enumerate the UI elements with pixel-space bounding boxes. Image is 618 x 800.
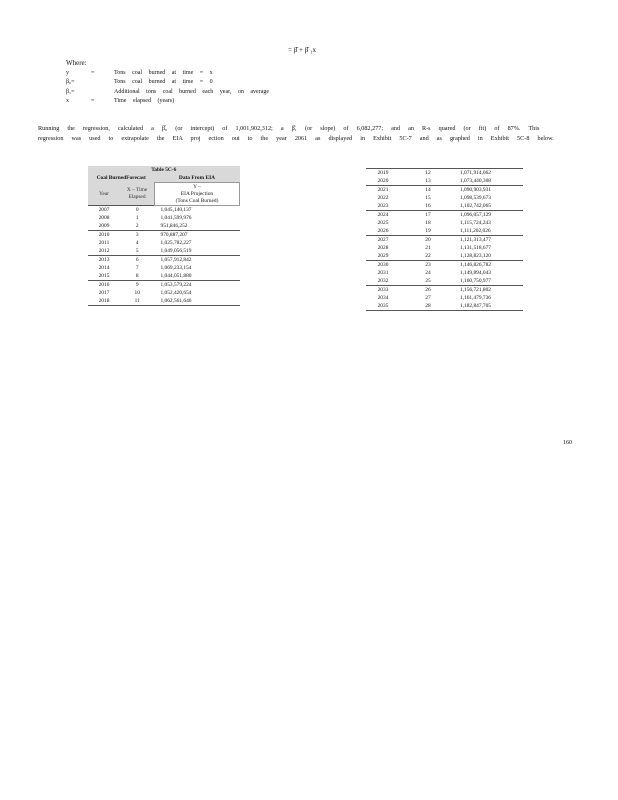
table-row [88, 264, 240, 272]
table-row [88, 239, 240, 247]
table-row [88, 214, 240, 222]
table-row [88, 289, 240, 297]
y-cell: 1,096,057,129 [456, 211, 523, 220]
y-cell: 1,057,912,842 [155, 256, 240, 265]
x-cell: 3 [120, 231, 155, 240]
table-row [88, 297, 240, 306]
x-cell: 4 [135, 240, 139, 246]
table-row [88, 222, 240, 231]
y-header-line: EIA Projection [180, 190, 214, 197]
x-column-header [120, 183, 155, 206]
y-cell: 1,146,826,782 [456, 261, 523, 270]
year-cell: 2033 [366, 286, 400, 295]
x-cell: 18 [425, 220, 431, 226]
y-cell: 1,098,539,673 [460, 195, 491, 201]
year-cell: 2007 [88, 206, 120, 215]
table-row [366, 252, 523, 261]
year-cell: 2009 [98, 223, 110, 229]
table-row [366, 244, 523, 252]
table-row [366, 169, 523, 178]
x-cell: 24 [425, 270, 431, 276]
y-cell: 1,115,724,243 [460, 220, 491, 226]
year-cell: 2023 [377, 203, 389, 209]
definition-symbol: β₁= [66, 88, 75, 95]
y-cell: 1,073,440,308 [460, 178, 491, 184]
year-cell: 2027 [366, 236, 400, 245]
y-column-header [155, 183, 240, 206]
year-cell: 2021 [366, 186, 400, 195]
year-cell: 2019 [366, 169, 400, 178]
table-row [88, 247, 240, 256]
table-row [366, 194, 523, 202]
x-cell: 6 [120, 256, 155, 265]
x-cell: 21 [425, 245, 431, 251]
definition-symbol: x [66, 98, 69, 105]
year-cell: 2026 [377, 228, 389, 234]
x-cell: 12 [400, 169, 456, 178]
table-row [88, 281, 240, 290]
year-cell: 2030 [366, 261, 400, 270]
paragraph-line: Running the regression, calculated a β̂₀ (or intercept) of 1,001,902,312; a β̂₁ (or slope) of 6,082,277; and an R-s quared (or fit) of 87%. This [38, 125, 540, 132]
x-cell: 27 [425, 295, 431, 301]
year-cell: 2012 [98, 248, 110, 254]
x-cell: 28 [400, 302, 456, 311]
x-cell: 9 [120, 281, 155, 290]
table-subtitle-left: Coal BurnedForecast [88, 174, 155, 183]
table-row [88, 231, 240, 240]
x-cell: 8 [135, 273, 139, 279]
y-cell: 1,156,721,802 [456, 286, 523, 295]
year-cell: 2015 [98, 273, 110, 279]
table-row [366, 227, 523, 236]
year-cell: 2017 [98, 290, 110, 296]
paragraph-line: regression was used to extrapolate the EIA proj ection out to the year 2061 as displayed in Exhibit 5C-7 and as graphed in Exhibit 5C-8 below. [38, 135, 554, 142]
x-cell: 1 [135, 215, 139, 221]
year-cell: 2008 [98, 215, 110, 221]
y-cell: 1,025,782,227 [160, 240, 192, 246]
year-column-header: Year [88, 183, 120, 206]
x-header-line: X – Time [126, 186, 148, 193]
regression-paragraph [38, 124, 554, 144]
x-cell: 25 [425, 278, 431, 284]
year-cell: 2031 [377, 270, 389, 276]
year-cell: 2014 [98, 265, 110, 271]
y-cell: 1,090,903,931 [456, 186, 523, 195]
table-row [366, 269, 523, 277]
year-cell: 2025 [377, 220, 389, 226]
table-row [366, 277, 523, 286]
table-title: Table 5C-6 [88, 166, 240, 174]
coal-forecast-table-left [88, 166, 240, 306]
table-row [366, 302, 523, 311]
y-cell: 1,121,313,477 [456, 236, 523, 245]
table-row [366, 219, 523, 227]
year-cell: 2018 [88, 297, 120, 306]
table-row [366, 286, 523, 295]
definition-text: Additional tons coal burned each year, on average [114, 88, 270, 95]
table-row [88, 256, 240, 265]
x-cell: 19 [425, 228, 431, 234]
table-row [366, 186, 523, 195]
where-label: Where: [66, 59, 87, 67]
table-row [366, 202, 523, 211]
y-cell: 1,052,420,654 [160, 290, 192, 296]
y-cell: 1,053,579,224 [155, 281, 240, 290]
table-row [366, 177, 523, 186]
table-row [366, 294, 523, 302]
page-number: 160 [563, 440, 572, 446]
definition-text: Tons coal burned at time = 0 [114, 79, 213, 86]
x-cell: 13 [425, 178, 431, 184]
x-cell: 10 [134, 290, 140, 296]
table-row [366, 261, 523, 270]
y-header-line: (Tons Coal Burned) [175, 197, 219, 204]
year-cell: 2034 [377, 295, 389, 301]
x-cell: 16 [425, 203, 431, 209]
year-cell: 2011 [98, 240, 110, 246]
y-cell: 1,049,056,519 [160, 248, 192, 254]
definition-text: Time elapsed (years) [114, 98, 175, 105]
y-cell: 1,062,561,646 [155, 297, 240, 306]
y-cell: 1,102,742,065 [460, 203, 491, 209]
y-cell: 970,887,207 [155, 231, 240, 240]
y-cell: 1,160,750,977 [460, 278, 491, 284]
definition-symbol: β₀= [66, 79, 75, 86]
x-cell: 17 [400, 211, 456, 220]
y-cell: 951,846,252 [160, 223, 188, 229]
y-cell: 1,069,233,154 [160, 265, 192, 271]
x-cell: 5 [135, 248, 139, 254]
y-cell: 1,071,914,062 [456, 169, 523, 178]
x-cell: 20 [400, 236, 456, 245]
definition-equals: = [91, 70, 95, 76]
y-cell: 1,161,479,736 [460, 295, 491, 301]
y-header-line: Y – [193, 183, 201, 190]
x-header-line: Elapsed [128, 193, 146, 200]
y-cell: 1,182,847,705 [456, 302, 523, 311]
table-row [366, 236, 523, 245]
year-cell: 2020 [377, 178, 389, 184]
table-row [88, 272, 240, 281]
table-row [366, 211, 523, 220]
x-cell: 14 [400, 186, 456, 195]
x-cell: 11 [120, 297, 155, 306]
definition-text: Tons coal burned at time = x [114, 70, 213, 76]
x-cell: 7 [135, 265, 139, 271]
definition-equals: = [91, 98, 95, 105]
x-cell: 23 [400, 261, 456, 270]
y-cell: 1,041,599,976 [160, 215, 192, 221]
x-cell: 2 [135, 223, 139, 229]
table-row [88, 206, 240, 215]
year-cell: 2029 [377, 253, 389, 259]
table-subtitle-right: Data From EIA [155, 174, 240, 183]
y-cell: 1,131,518,677 [460, 245, 491, 251]
x-cell: 22 [425, 253, 431, 259]
x-cell: 26 [400, 286, 456, 295]
year-cell: 2010 [88, 231, 120, 240]
definition-symbol: y [66, 70, 69, 76]
y-cell: 1,111,202,026 [460, 228, 491, 234]
y-cell: 1,128,823,120 [460, 253, 491, 259]
year-cell: 2028 [377, 245, 389, 251]
year-cell: 2032 [377, 278, 389, 284]
year-cell: 2024 [366, 211, 400, 220]
y-cell: 1,044,051,880 [160, 273, 192, 279]
y-cell: 1,149,894,043 [460, 270, 491, 276]
x-cell: 15 [425, 195, 431, 201]
year-cell: 2016 [88, 281, 120, 290]
year-cell: 2013 [88, 256, 120, 265]
y-cell: 1,045,140,137 [155, 206, 240, 215]
year-cell: 2022 [377, 195, 389, 201]
year-cell: 2035 [366, 302, 400, 311]
regression-equation: = β̂ + β̂ ₁x [288, 46, 316, 54]
x-cell: 0 [120, 206, 155, 215]
coal-forecast-table-right [366, 168, 523, 311]
